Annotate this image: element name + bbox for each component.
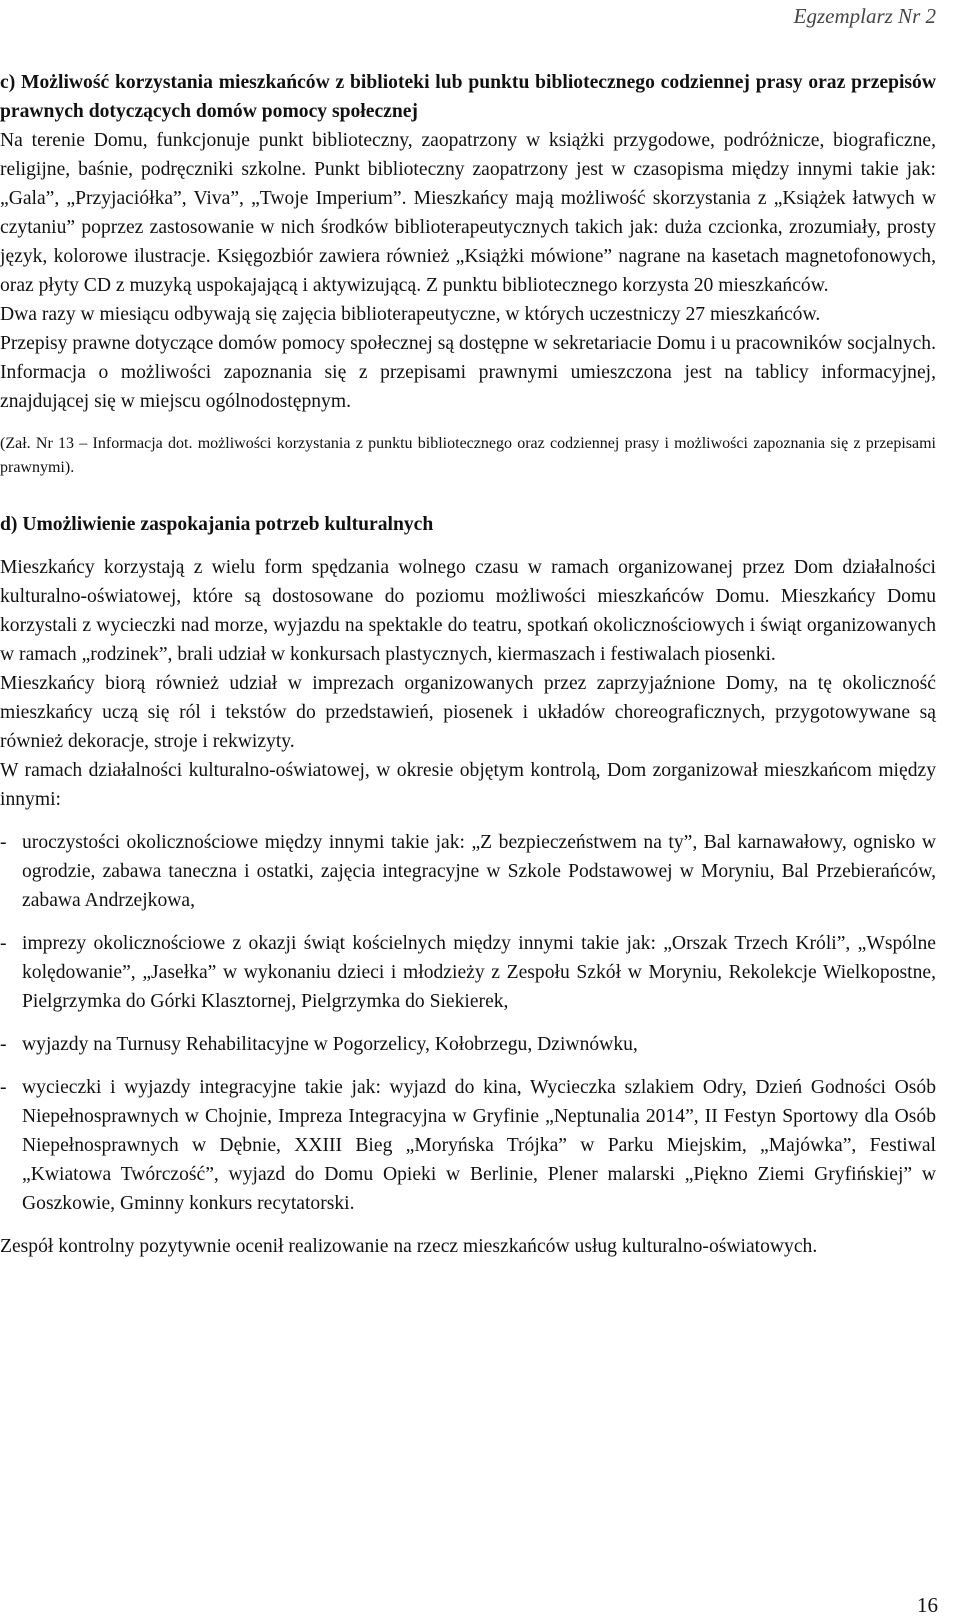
section-c-paragraph-bibliotherapy: Dwa razy w miesiącu odbywają się zajęcia biblioterapeutyczne, w których uczestniczy 27 mieszkańców. xyxy=(0,304,821,325)
list-item-text: wycieczki i wyjazdy integracyjne takie jak: wyjazd do kina, Wycieczka szlakiem Odry, Dzień Godności Osób Niepełnosprawnych w Chojnie, Impreza Integracyjna w Gryfinie „Neptunalia 2014”, II Festyn Sportowy dla Osób Niepełnosprawnych w Dębnie, XXIII Bieg „Moryńska Trójka” w Parku Miejskim, „Majówka”, Festiwal „Kwiatowa Twórczość”, wyjazd do Domu Opieki w Berlinie, Plener malarski „Piękno Ziemi Gryfińskiej” w Goszkowie, Gminny konkurs recytatorski. xyxy=(22,1077,936,1214)
copy-number-header: Egzemplarz Nr 2 xyxy=(793,4,936,28)
section-c-heading: c) Możliwość korzystania mieszkańców z biblioteki lub punktu bibliotecznego codziennej prasy oraz przepisów prawnych dotyczących domów pomocy społecznej xyxy=(0,72,936,122)
section-c-paragraph-regulations: Przepisy prawne dotyczące domów pomocy społecznej są dostępne w sekretariacie Domu i u pracowników socjalnych. Informacja o możliwości zapoznania się z przepisami prawnymi umieszczona jest na tablicy informacyjnej, znajdującej się w miejscu ogólnodostępnym. xyxy=(0,333,936,412)
list-item-text: uroczystości okolicznościowe między innymi takie jak: „Z bezpieczeństwem na ty”, Bal karnawałowy, ognisko w ogrodzie, zabawa taneczna i ostatki, zajęcia integracyjne w Szkole Podstawowej w Moryniu, Bal Przebierańców, zabawa Andrzejkowa, xyxy=(22,832,936,911)
section-d-heading: d) Umożliwienie zaspokajania potrzeb kulturalnych xyxy=(0,514,434,535)
dash-bullet: - xyxy=(0,1034,7,1055)
closing-statement: Zespół kontrolny pozytywnie ocenił realizowanie na rzecz mieszkańców usług kulturalno-oświatowych. xyxy=(0,1236,818,1257)
list-item-text: wyjazdy na Turnusy Rehabilitacyjne w Pogorzelicy, Kołobrzegu, Dziwnówku, xyxy=(22,1034,638,1055)
list-item xyxy=(0,929,936,1016)
activities-list xyxy=(0,828,936,1218)
section-c-paragraph-library: Na terenie Domu, funkcjonuje punkt biblioteczny, zaopatrzony w książki przygodowe, podróżnicze, biograficzne, religijne, baśnie, podręczniki szkolne. Punkt biblioteczny zaopatrzony jest w czasopisma między innymi takie jak: „Gala”, „Przyjaciółka”, Viva”, „Twoje Imperium”. Mieszkańcy mają możliwość skorzystania z „Książek łatwych w czytaniu” poprzez zastosowanie w nich środków biblioterapeutycznych takich jak: duża czcionka, zrozumiały, prosty język, kolorowe ilustracje. Księgozbiór zawiera również „Książki mówione” nagrane na kasetach magnetofonowych, oraz płyty CD z muzyką uspokajającą i aktywizującą. Z punktu bibliotecznego korzysta 20 mieszkańców. xyxy=(0,130,936,296)
dash-bullet: - xyxy=(0,832,7,853)
page-number: 16 xyxy=(917,1593,938,1617)
dash-bullet: - xyxy=(0,933,7,954)
list-item xyxy=(0,1030,936,1059)
attachment-note: (Zał. Nr 13 – Informacja dot. możliwości korzystania z punktu bibliotecznego oraz codziennej prasy i możliwości zapoznania się z przepisami prawnymi). xyxy=(0,435,936,476)
list-item-text: imprezy okolicznościowe z okazji świąt kościelnych między innymi takie jak: „Orszak Trzech Króli”, „Wspólne kolędowanie”, „Jasełka” w wykonaniu dzieci i młodzieży z Zespołu Szkół w Moryniu, Rekolekcje Wielkopostne, Pielgrzymka do Górki Klasztornej, Pielgrzymka do Siekierek, xyxy=(22,933,936,1012)
list-item xyxy=(0,1073,936,1218)
section-d-paragraph-intro: W ramach działalności kulturalno-oświatowej, w okresie objętym kontrolą, Dom zorganizował mieszkańcom między innymi: xyxy=(0,760,936,810)
document-body xyxy=(0,68,936,1281)
dash-bullet: - xyxy=(0,1077,7,1098)
list-item xyxy=(0,828,936,915)
section-d-paragraph-events: Mieszkańcy biorą również udział w imprezach organizowanych przez zaprzyjaźnione Domy, na tę okoliczność mieszkańcy uczą się ról i tekstów do przedstawień, piosenek i układów choreograficznych, przygotowywane są również dekoracje, stroje i rekwizyty. xyxy=(0,673,936,752)
section-d-paragraph-leisure: Mieszkańcy korzystają z wielu form spędzania wolnego czasu w ramach organizowanej przez Dom działalności kulturalno-oświatowej, które są dostosowane do poziomu możliwości mieszkańców Domu. Mieszkańcy Domu korzystali z wycieczki nad morze, wyjazdu na spektakle do teatru, spotkań okolicznościowych i świąt organizowanych w ramach „rodzinek”, brali udział w konkursach plastycznych, kiermaszach i festiwalach piosenki. xyxy=(0,557,936,665)
